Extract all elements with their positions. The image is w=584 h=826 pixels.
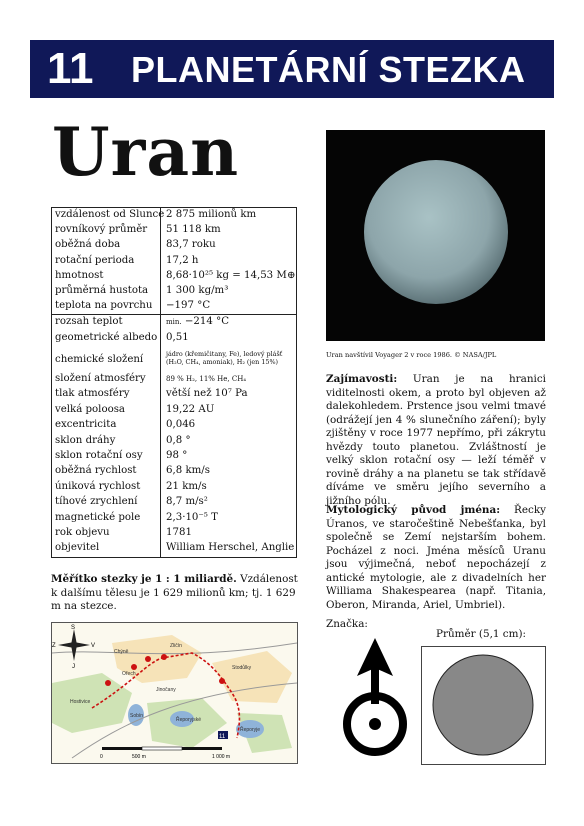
trail-map: [51, 622, 298, 764]
fact-qualifier: min.: [166, 318, 182, 327]
fact-key: magnetické pole: [52, 511, 161, 526]
fact-key: tlak atmosféry: [52, 387, 161, 402]
table-row: [52, 372, 296, 387]
fact-value: 2 875 milionů km: [166, 209, 257, 220]
fact-value: 17,2 h: [166, 254, 199, 266]
fact-key: excentricita: [52, 418, 161, 433]
fact-value: 51 118 km: [166, 224, 221, 236]
map-label: Hostivice: [70, 699, 91, 705]
fact-value: 89 % H₂, 11% He, CH₄: [166, 375, 247, 384]
header-banner: [30, 40, 554, 98]
table-row: [52, 526, 296, 541]
facts-heading: Zajímavosti:: [326, 373, 398, 385]
fact-value: 98 °: [166, 450, 188, 462]
map-label: Ořech: [122, 671, 136, 677]
fact-value: 2,3·10⁻⁵ T: [166, 511, 218, 523]
uranus-photo: [326, 130, 545, 341]
table-row: [52, 403, 296, 418]
table-row: [52, 315, 296, 330]
fact-value: 8,68·10²⁵ kg = 14,53 M⊕: [166, 269, 296, 281]
stop-number: 11: [47, 44, 94, 93]
fact-key: geometrické albedo: [52, 331, 161, 346]
table-row: [52, 541, 296, 556]
fact-key: rok objevu: [52, 526, 161, 541]
fact-key: rovníkový průměr: [52, 223, 161, 238]
fact-key: hmotnost: [52, 269, 161, 284]
fact-value: [161, 315, 296, 330]
fact-key: oběžná doba: [52, 238, 161, 253]
uranus-symbol-icon: [335, 638, 415, 762]
fact-key: oběžná rychlost: [52, 464, 161, 479]
fact-value: 6,8 km/s: [166, 465, 210, 477]
scale-heading: Měřítko stezky je 1 : 1 miliardě.: [51, 573, 237, 585]
scale-text: Vzdálenost k dalšímu tělesu je 1 629 milionů km; tj. 1 629 m na stezce.: [51, 573, 298, 613]
fact-key: tíhové zrychlení: [52, 495, 161, 510]
fact-value: 19,22 AU: [166, 403, 215, 415]
scale-label: 0: [100, 754, 103, 760]
fact-key: rozsah teplot: [52, 315, 161, 330]
fact-value: 1781: [166, 527, 192, 538]
fact-value-text: −214 °C: [184, 316, 229, 328]
photo-caption: Uran navštívil Voyager 2 v roce 1986. © NASA/JPL: [326, 351, 497, 359]
mythology-text: Řecky Úranos, ve staročeštině Nebešťanka, byl společně se Zemí nejstarším bohem. Pocházel z noci. Jména měsíců Uranu jsou výjimečná, neboť nepocházejí z antické mytologie, ale z divadelních her Williama Shakespearea (např. Titania, Oberon, Miranda, Ariel, Umbriel).: [326, 504, 547, 611]
facts-table: [51, 207, 297, 558]
table-row: [52, 346, 296, 372]
table-row: [52, 254, 296, 269]
fact-key: velká poloosa: [52, 403, 161, 418]
table-row: [52, 223, 296, 238]
page-title: Uran: [52, 113, 240, 191]
diameter-label: Průměr (5,1 cm):: [436, 628, 527, 640]
scale-label: 1 000 m: [212, 754, 231, 760]
table-row: [52, 464, 296, 479]
symbol-label: Značka:: [326, 618, 368, 630]
fact-key: úniková rychlost: [52, 480, 161, 495]
uranus-image: [326, 130, 545, 341]
table-row: [52, 387, 296, 402]
fact-value: 0,046: [166, 419, 196, 431]
table-row: [52, 284, 296, 299]
facts-paragraph: [326, 373, 546, 508]
map-stop-number: 11: [219, 734, 226, 740]
fact-value: 1 300 kg/m³: [166, 284, 229, 296]
fact-value: větší než 10⁷ Pa: [166, 388, 248, 400]
fact-value: −197 °C: [166, 300, 211, 312]
fact-key: složení atmosféry: [52, 372, 161, 387]
fact-value: jádro (křemičitany, Fe), ledový plášť (H₂O, CH₄, amoniak), H₂ (jen 15%): [166, 350, 283, 367]
map-stop: [219, 678, 225, 684]
compass-south: J: [72, 664, 75, 670]
fact-value: 0,8 °: [166, 434, 191, 446]
fact-key: průměrná hustota: [52, 284, 161, 299]
map-label: Jinočany: [156, 687, 176, 693]
map-label: Zličín: [170, 643, 182, 649]
trail-title: PLANETÁRNÍ STEZKA: [131, 49, 526, 90]
compass-north: S: [71, 625, 76, 631]
mythology-paragraph: [326, 504, 546, 612]
facts-group-detail: [52, 315, 296, 556]
map-label: Stodůlky: [232, 665, 252, 671]
map-stop: [131, 664, 137, 670]
fact-key: sklon rotační osy: [52, 449, 161, 464]
table-row: [52, 331, 296, 346]
scale-label: 500 m: [132, 754, 146, 760]
scale-note: [51, 573, 301, 614]
table-row: [52, 434, 296, 449]
scale-disk: [422, 647, 545, 764]
fact-key: teplota na povrchu: [52, 299, 161, 314]
table-row: [52, 495, 296, 510]
map-label: Chýně: [114, 649, 129, 655]
map-label: Sobín: [130, 713, 144, 719]
table-row: [52, 238, 296, 253]
fact-key: objevitel: [52, 541, 161, 556]
table-row: [52, 480, 296, 495]
table-row: [52, 449, 296, 464]
map-graphic: [52, 623, 297, 763]
fact-value: William Herschel, Anglie: [166, 542, 295, 554]
fact-key: vzdálenost od Slunce: [52, 208, 161, 223]
map-label: Řeporyjské: [176, 717, 202, 723]
diameter-box: [421, 646, 546, 765]
table-row: [52, 208, 296, 223]
table-row: [52, 511, 296, 526]
table-row: [52, 299, 296, 314]
fact-value: 21 km/s: [166, 480, 207, 492]
map-label: Řeporyje: [240, 727, 261, 733]
table-row: [52, 418, 296, 433]
fact-key: chemické složení: [52, 346, 161, 372]
fact-value: 83,7 roku: [166, 239, 216, 251]
compass-west: Z: [52, 643, 56, 649]
table-row: [52, 269, 296, 284]
compass-east: V: [91, 643, 96, 649]
fact-key: sklon dráhy: [52, 434, 161, 449]
fact-key: rotační perioda: [52, 254, 161, 269]
mythology-heading: Mytologický původ jména:: [326, 504, 501, 516]
facts-text: Uran je na hranici viditelnosti okem, a proto byl objeven až dalekohledem. Prstence jsou velmi tmavé (odrážejí jen 4 % slunečního záření); byly zjištěny v roce 1977 nepřímo, při zákrytu hvězdy touto planetou. Zvláštností je velký sklon rotační osy — leží téměř v rovině dráhy a na planetu se tak střídavě díváme ve směru jejího severního a jižního pólu.: [326, 373, 546, 507]
map-stop: [161, 654, 167, 660]
facts-group-basic: [52, 208, 296, 315]
fact-value: 8,7 m/s²: [166, 496, 208, 508]
map-stop: [145, 656, 151, 662]
map-stop: [105, 680, 111, 686]
fact-value: 0,51: [166, 331, 189, 343]
